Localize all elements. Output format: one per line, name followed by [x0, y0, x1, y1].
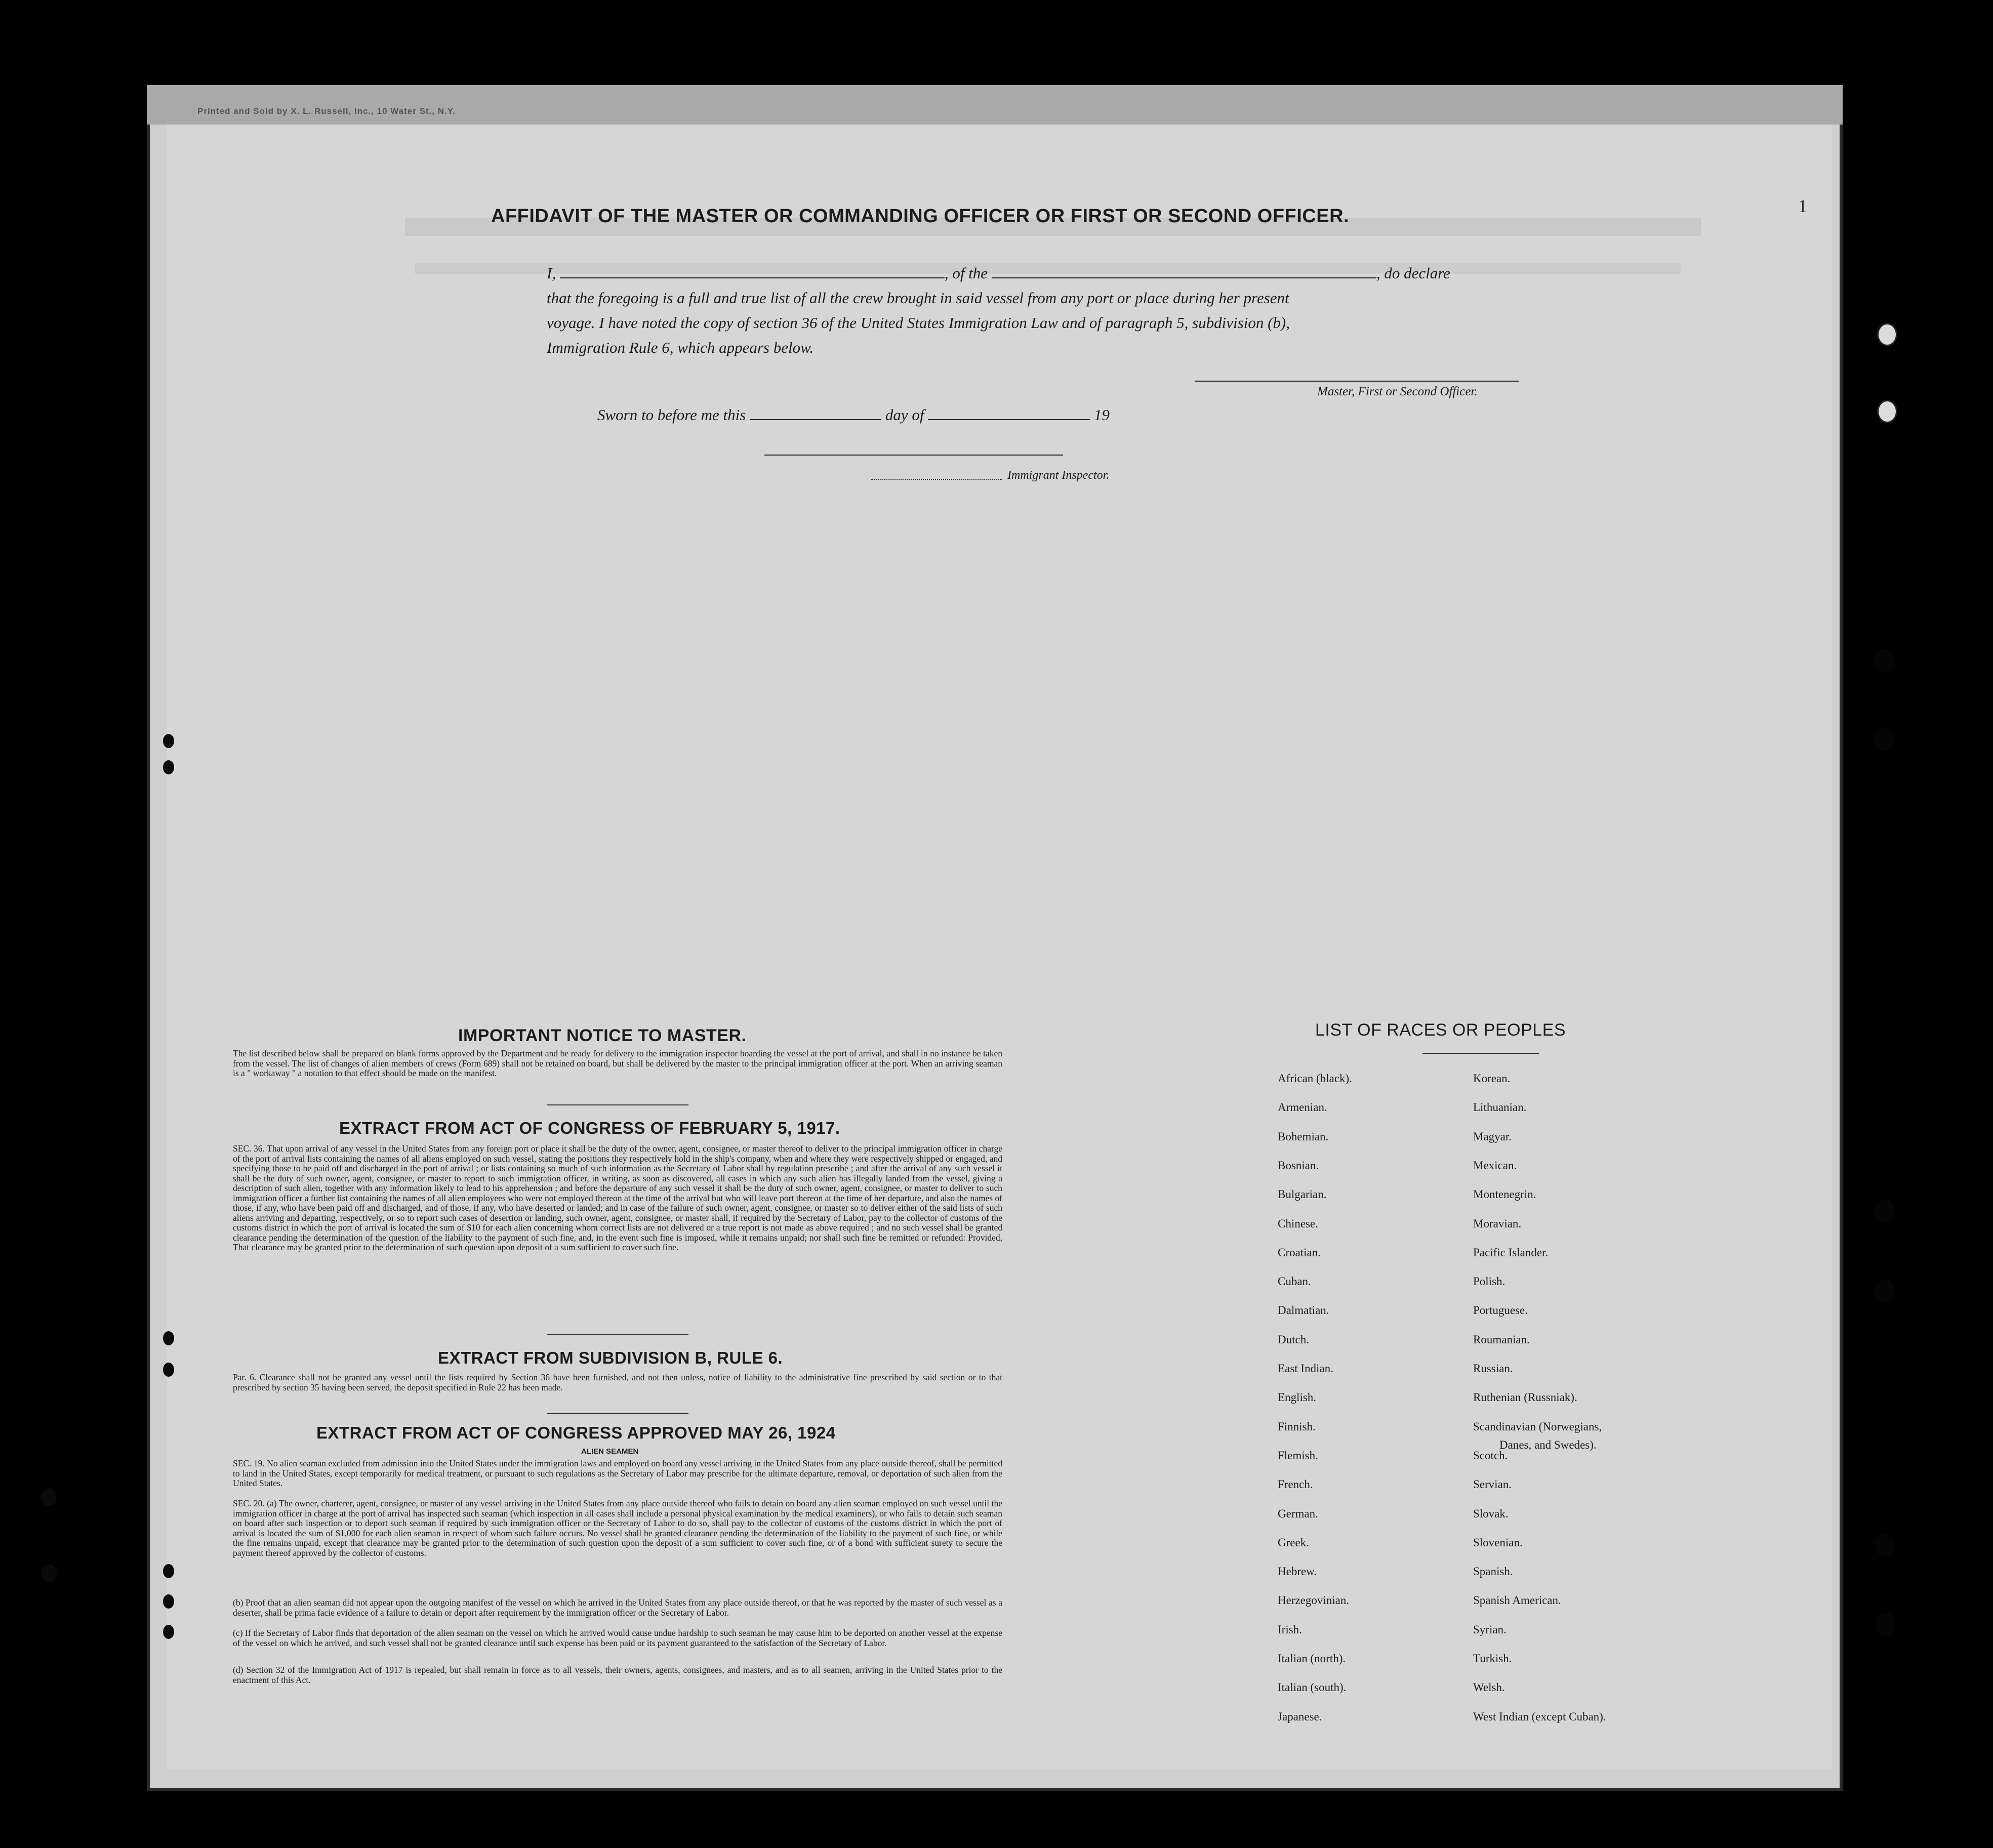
race-item: Welsh.	[1473, 1681, 1505, 1694]
rule-6-title: EXTRACT FROM SUBDIVISION B, RULE 6.	[438, 1348, 783, 1367]
race-item: Mexican.	[1473, 1159, 1517, 1172]
divider	[547, 1334, 688, 1335]
affidavit-body	[547, 261, 1539, 360]
affidavit-line-3: voyage. I have noted the copy of section 36 of the United States Immigration Law and of paragraph 5, subdivision (b),	[547, 314, 1290, 332]
race-item: Moravian.	[1473, 1217, 1522, 1230]
race-item: Slovak.	[1473, 1507, 1509, 1520]
race-item: Spanish American.	[1473, 1594, 1561, 1607]
race-item: Chinese.	[1278, 1217, 1318, 1230]
rule-6-body: Par. 6. Clearance shall not be granted any vessel until the lists required by Section 36 have been furnished, and not then unless, notice of liability to the administrative fine prescribed by said section or to that prescribed by section 35 having been served, the deposit specified in Rule 22 has been made.	[233, 1372, 1002, 1392]
race-item: Korean.	[1473, 1072, 1511, 1085]
act-1917-title: EXTRACT FROM ACT OF CONGRESS OF FEBRUARY 5, 1917.	[339, 1119, 840, 1137]
page-mark: 1	[1798, 196, 1807, 216]
affidavit-line-2: that the foregoing is a full and true list of all the crew brought in said vessel from any port or place during her present	[547, 289, 1289, 307]
act-1924-sec20a: SEC. 20. (a) The owner, charterer, agent, consignee, or master of any vessel arriving in the United States from any place outside thereof who fails to detain on board any alien seaman employed on such vessel until the immigration officer in charge at the port of arrival has inspected such seaman (which inspection in all cases shall include a personal physical examination by the medical examiners), or who fails to detain such seaman on board after such inspection or to deport such seaman if required by such immigration officer or the Secretary of Labor to do so, shall pay to the collector of customs of the customs district in which the port of arrival is located the sum of $1,000 for each alien seaman in respect of whom such failure occurs. No vessel shall be granted clearance pending the determination of the liability to the payment of such fine, or while the fine remains unpaid, except that clearance may be granted prior to the determination of such question upon the deposit of a sum sufficient to cover such fine, or of a bond with sufficient surety to secure the payment thereof approved by the collector of customs.	[233, 1498, 1002, 1558]
divider	[547, 1104, 688, 1105]
race-item: Cuban.	[1278, 1275, 1311, 1288]
binder-hole	[1874, 649, 1894, 672]
race-item: Lithuanian.	[1473, 1101, 1527, 1114]
sworn-day-blank[interactable]	[750, 410, 881, 420]
race-item: East Indian.	[1278, 1362, 1333, 1375]
race-item: Bohemian.	[1278, 1130, 1329, 1143]
binder-hole	[1874, 728, 1894, 751]
vessel-name-blank[interactable]	[992, 268, 1376, 278]
edge-hole	[163, 1564, 174, 1578]
inspector-signature-line[interactable]	[764, 455, 1063, 456]
edge-hole	[163, 734, 174, 748]
divider	[1422, 1053, 1539, 1054]
sworn-text: Sworn to before me this	[597, 406, 746, 424]
race-item: Irish.	[1278, 1623, 1302, 1636]
edge-hole	[163, 1594, 174, 1609]
act-1924-sec19: SEC. 19. No alien seaman excluded from admission into the United States under the immigration laws and employed on board any vessel arriving in the United States from any place outside thereof, shall be permitted to land in the United States, except temporarily for medical treatment, or pursuant to such regulations as the Secretary of Labor may prescribe for the ultimate departure, removal, or deportation of such alien from the United States.	[233, 1458, 1002, 1488]
act-1924-sec20b: (b) Proof that an alien seaman did not appear upon the outgoing manifest of the vessel on which he arrived in the United States from any place outside thereof, or that he was reported by the master of such vessel as a deserter, shall be prima facie evidence of a failure to detain or deport after requirement by the immigration officer or the Secretary of Labor.	[233, 1597, 1002, 1618]
affidavit-title: AFFIDAVIT OF THE MASTER OR COMMANDING OFFICER OR FIRST OR SECOND OFFICER.	[491, 206, 1350, 227]
sworn-month-blank[interactable]	[928, 410, 1090, 420]
master-signature-line[interactable]	[1195, 381, 1519, 382]
edge-hole	[163, 760, 174, 774]
race-item: Portuguese.	[1473, 1304, 1528, 1317]
race-item: Herzegovinian.	[1278, 1594, 1350, 1607]
printer-line: Printed and Sold by X. L. Russell, Inc., 10 Water St., N.Y.	[197, 106, 456, 116]
race-item: Dutch.	[1278, 1333, 1309, 1346]
master-signature-label: Master, First or Second Officer.	[1317, 385, 1478, 398]
race-item: Servian.	[1473, 1478, 1512, 1491]
race-item: Ruthenian (Russniak).	[1473, 1391, 1577, 1404]
sworn-line	[597, 406, 1110, 424]
binder-hole-open	[1877, 400, 1897, 423]
race-item: English.	[1278, 1391, 1317, 1404]
race-item: Croatian.	[1278, 1246, 1321, 1259]
race-item: Scotch.	[1473, 1449, 1508, 1462]
race-item: Armenian.	[1278, 1101, 1327, 1114]
race-item: Russian.	[1473, 1362, 1513, 1375]
declarant-name-blank[interactable]	[560, 268, 945, 278]
binder-hole	[1875, 1613, 1895, 1636]
race-item: Bulgarian.	[1278, 1188, 1327, 1201]
act-1924-sec20d: (d) Section 32 of the Immigration Act of 1917 is repealed, but shall remain in force as to all vessels, their owners, agents, consignees, and masters, and as to all seamen, arriving in the United States prior to the enactment of this Act.	[233, 1665, 1002, 1685]
race-item: Syrian.	[1473, 1623, 1507, 1636]
act-1917-body: SEC. 36. That upon arrival of any vessel in the United States from any foreign port or place it shall be the duty of the owner, agent, consignee, or master thereof to deliver to the principal immigration officer in charge of the port of arrival lists containing the names of all aliens employed on such vessel, stating the positions they respectively hold in the ship's company, when and where they were respectively shipped or engaged, and specifying those to be paid off and discharged in the port of arrival ; or lists containing so much of such information as the Secretary of Labor shall by regulation prescribe ; and after the arrival of any such vessel it shall be the duty of such owner, agent, consignee, or master to report to such immigration officer, in writing, as soon as discovered, all cases in which any such alien has illegally landed from the vessel, giving a description of such alien, together with any information likely to lead to his apprehension ; and before the departure of any such vessel it shall be the duty of such owner, agent, consignee, or master to deliver to such immigration officer a further list containing the names of all alien employees who were not employed thereon at the time of the arrival but who will leave port thereon at the time of her departure, and also the names of those, if any, who have been paid off and discharged, and of those, if any, who have deserted or landed; and in case of the failure of such owner, agent, consignee, or master so to deliver either of the said lists of such aliens arriving and departing, respectively, or so to report such cases of desertion or landing, such owner, agent, consignee, or master shall, if required by the Secretary of Labor, pay to the collector of customs of the customs district in which the port of arrival is located the sum of $10 for each alien concerning whom correct lists are not delivered or a true report is not made as above required ; and no such vessel shall be granted clearance pending the determination of the question of the liability to the payment of such fine, and, in the event such fine is imposed, while it remains unpaid; nor shall such fine be remitted or refunded: Provided, That clearance may be granted prior to the determination of such question upon deposit of a sum sufficient to cover such fine.	[233, 1143, 1002, 1252]
race-item: Bosnian.	[1278, 1159, 1319, 1172]
affidavit-line-1	[547, 261, 1539, 285]
race-item: Flemish.	[1278, 1449, 1318, 1462]
race-item: Roumanian.	[1473, 1333, 1530, 1346]
affidavit-line-4: Immigration Rule 6, which appears below.	[547, 339, 814, 356]
year-prefix: 19	[1093, 406, 1110, 424]
inspector-label: Immigrant Inspector.	[1007, 469, 1110, 482]
race-scandinavian-continued: Danes, and Swedes).	[1499, 1439, 1597, 1451]
edge-hole	[42, 1488, 57, 1506]
race-item: Italian (north).	[1278, 1652, 1346, 1665]
race-item: Pacific Islander.	[1473, 1246, 1549, 1259]
race-item: African (black).	[1278, 1072, 1352, 1085]
race-item: Magyar.	[1473, 1130, 1512, 1143]
notice-title: IMPORTANT NOTICE TO MASTER.	[458, 1026, 747, 1045]
race-item: Montenegrin.	[1473, 1188, 1536, 1201]
race-item: Polish.	[1473, 1275, 1506, 1288]
vessel-prefix: , of the	[944, 264, 988, 282]
race-item: Finnish.	[1278, 1420, 1316, 1433]
race-item: West Indian (except Cuban).	[1473, 1710, 1606, 1723]
act-1924-sec20c: (c) If the Secretary of Labor finds that deportation of the alien seaman on the vessel on which he arrived would cause undue hardship to such seaman he may cause him to be deported on another vessel at the expense of the vessel on which he arrived, and such vessel shall not be granted clearance until such expense has been paid or its payment guaranteed to the satisfaction of the Secretary of Labor.	[233, 1628, 1002, 1648]
race-item: Italian (south).	[1278, 1681, 1347, 1694]
binder-hole	[1875, 1534, 1895, 1557]
edge-hole	[163, 1363, 174, 1377]
race-item: Slovenian.	[1473, 1536, 1523, 1549]
races-title: LIST OF RACES OR PEOPLES	[1315, 1020, 1566, 1040]
edge-hole	[163, 1625, 174, 1639]
underlying-sheet-edge	[147, 85, 1843, 125]
day-of-text: day of	[885, 406, 924, 424]
race-item: Turkish.	[1473, 1652, 1512, 1665]
race-item: French.	[1278, 1478, 1313, 1491]
race-item: Greek.	[1278, 1536, 1309, 1549]
race-item: German.	[1278, 1507, 1318, 1520]
edge-hole	[42, 1564, 57, 1582]
binder-hole	[1875, 1200, 1895, 1223]
race-item: Scandinavian (Norwegians,	[1473, 1420, 1602, 1433]
notice-body: The list described below shall be prepared on blank forms approved by the Department and be ready for delivery to the immigration inspector boarding the vessel at the port of arrival, and shall in no instance be taken from the vessel. The list of changes of alien members of crews (Form 689) shall not be retained on board, but shall be delivered by the master to the principal immigration officer at the port. When an arriving seaman is a " workaway " a notation to that effect should be made on the manifest.	[233, 1048, 1002, 1078]
binder-hole	[1875, 1280, 1895, 1303]
edge-hole	[163, 1331, 174, 1345]
divider	[547, 1413, 688, 1414]
race-item: Spanish.	[1473, 1565, 1513, 1578]
declare-text: , do declare	[1376, 264, 1450, 282]
act-1924-title: EXTRACT FROM ACT OF CONGRESS APPROVED MAY 26, 1924	[316, 1423, 836, 1442]
act-1924-subtitle: ALIEN SEAMEN	[581, 1447, 639, 1456]
race-item: Japanese.	[1278, 1710, 1322, 1723]
inspector-dotted-line	[871, 479, 1002, 480]
binder-hole-open	[1877, 323, 1897, 346]
declarant-prefix: I,	[547, 264, 556, 282]
race-item: Dalmatian.	[1278, 1304, 1329, 1317]
race-item: Hebrew.	[1278, 1565, 1317, 1578]
